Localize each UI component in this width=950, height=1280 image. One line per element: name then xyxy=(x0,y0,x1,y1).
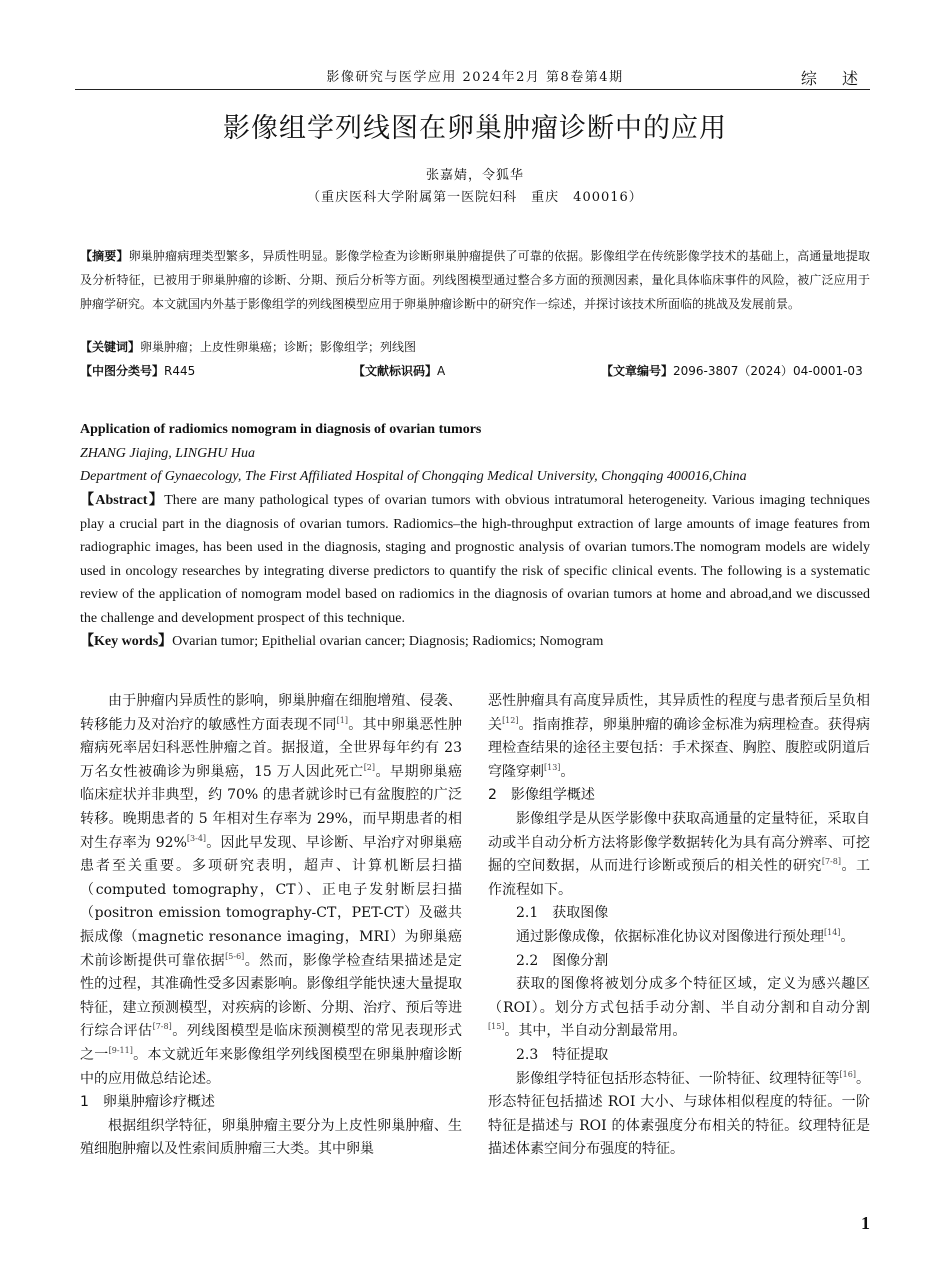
body-paragraph: 影像组学特征包括形态特征、一阶特征、纹理特征等[16]。形态特征包括描述 ROI 大小、与球体相似程度的特征。一阶特征是描述与 ROI 的体素强度分布相关的特征。纹理特征是描述体素空间分布强度的特征。 xyxy=(488,1069,871,1158)
article-number-value: 2096-3807（2024）04-0001-03 xyxy=(673,364,863,378)
citation[interactable]: [13] xyxy=(544,762,561,772)
document-code-label: 【文献标识码】 xyxy=(353,364,438,378)
english-authors: ZHANG Jiajing, LINGHU Hua xyxy=(80,446,256,461)
section-heading: 2 影像组学概述 xyxy=(488,787,595,804)
body-paragraph: 影像组学是从医学影像中获取高通量的定量特征，采取自动或半自动分析方法将影像学数据转化为具有高分辨率、可挖掘的空间数据，从而进行诊断或预后的相关性的研究[7-8]。工作流程如下。 xyxy=(488,810,870,898)
header-rule xyxy=(75,89,870,90)
document-code-value: A xyxy=(437,364,446,378)
english-keywords-text: Ovarian tumor; Epithelial ovarian cancer; Diagnosis; Radiomics; Nomogram xyxy=(172,634,604,649)
article-number xyxy=(601,362,863,379)
citation[interactable]: [14] xyxy=(824,927,841,937)
abstract-label: 【摘要】 xyxy=(80,249,129,263)
citation[interactable]: [1] xyxy=(336,715,348,725)
citation[interactable]: [3-4] xyxy=(186,833,207,843)
english-keywords-label: 【Key words】 xyxy=(80,634,173,649)
body-paragraph: 获取的图像将被划分成多个特征区域，定义为感兴趣区（ROI）。划分方式包括手动分割、半自动分割和自动分割[15]。其中，半自动分割最常用。 xyxy=(488,976,870,1040)
english-abstract-text: There are many pathological types of ovarian tumors with obvious intratumoral heterogeneity. Various imaging techniques play a crucial part in the diagnosis of ovarian tumors. Radiomics–the high-throughput extraction of large amounts of image features from radiographic images, has been used in the diagnosis, staging and prognostic analysis of ovarian tumors.The nomogram models are widely used in oncology researches by integrating diverse predictors to quantify the risk of specific clinical events. The following is a systematic review of the application of nomogram model based on radiomics in the diagnosis of ovarian tumors at home and abroad,and we discussed the challenge and development prospect of this technique. xyxy=(80,493,870,626)
clc-number xyxy=(80,362,195,379)
page-number: 1 xyxy=(861,1213,870,1233)
citation[interactable]: [15] xyxy=(488,1022,505,1032)
body-paragraph: 通过影像成像，依据标准化协议对图像进行预处理[14]。 xyxy=(516,927,855,945)
citation[interactable]: [7-8] xyxy=(821,857,841,867)
body-column-right xyxy=(488,690,870,1162)
english-keywords xyxy=(80,630,603,650)
abstract-text: 卵巢肿瘤病理类型繁多，异质性明显。影像学检查为诊断卵巢肿瘤提供了可靠的依据。影像组学在传统影像学技术的基础上，高通量地提取及分析特征，已被用于卵巢肿瘤的诊断、分期、预后分析等方面。列线图模型通过整合多方面的预测因素，量化具体临床事件的风险，被广泛应用于肿瘤学研究。本文就国内外基于影像组学的列线图模型应用于卵巢肿瘤诊断中的研究作一综述，并探讨该技术所面临的挑战及发展前景。 xyxy=(80,249,870,311)
affiliation: （重庆医科大学附属第一医院妇科 重庆 400016） xyxy=(307,190,643,205)
section-label: 综 述 xyxy=(800,69,868,88)
english-department: Department of Gynaecology, The First Affiliated Hospital of Chongqing Medical University, Chongqing 400016,China xyxy=(80,469,747,484)
body-paragraph: 根据组织学特征，卵巢肿瘤主要分为上皮性卵巢肿瘤、生殖细胞肿瘤以及性索间质肿瘤三大类。其中卵巢 xyxy=(80,1117,462,1158)
body-paragraph: 由于肿瘤内异质性的影响，卵巢肿瘤在细胞增殖、侵袭、转移能力及对治疗的敏感性方面表现不同[1]。其中卵巢恶性肿瘤病死率居妇科恶性肿瘤之首。据报道，全世界每年约有 23 万名女性被确诊为卵巢癌，15 万人因此死亡[2]。早期卵巢癌临床症状并非典型，约 70% 的患者就诊时已有盆腹腔的广泛转移。晚期患者的 5 年相对生存率为 29%，而早期患者的相对生存率为 92%[3-4]。因此早发现、早诊断、早治疗对卵巢癌患者至关重要。多项研究表明，超声、计算机断层扫描（computed tomography，CT）、正电子发射断层扫描（positron emission tomography-CT，PET-CT）及磁共振成像（magnetic resonance imaging，MRI）为卵巢癌术前诊断提供可靠依据[5-6]。然而，影像学检查结果描述是定性的过程，其准确性受多因素影响。影像组学能快速大量提取特征，建立预测模型，对疾病的诊断、分期、治疗、预后等进行综合评估[7-8]。列线图模型是临床预测模型的常见表现形式之一[9-11]。本文就近年来影像组学列线图模型在卵巢肿瘤诊断中的应用做总结论述。 xyxy=(80,693,463,1087)
article-title: 影像组学列线图在卵巢肿瘤诊断中的应用 xyxy=(223,113,727,144)
citation[interactable]: [16] xyxy=(839,1069,856,1079)
keywords-label: 【关键词】 xyxy=(80,340,141,354)
citation[interactable]: [5-6] xyxy=(225,951,245,961)
journal-header: 影像研究与医学应用 2024年2月 第8卷第4期 xyxy=(326,70,624,85)
subsection-heading: 2.2 图像分割 xyxy=(516,952,609,969)
english-title: Application of radiomics nomogram in diagnosis of ovarian tumors xyxy=(80,422,482,437)
body-paragraph: 恶性肿瘤具有高度异质性，其异质性的程度与患者预后呈负相关[12]。指南推荐，卵巢肿瘤的确诊金标准为病理检查。获得病理检查结果的途径主要包括：手术探查、胸腔、腹腔或阴道后穹隆穿刺[13]。 xyxy=(488,693,871,780)
article-number-label: 【文章编号】 xyxy=(601,364,674,378)
keywords xyxy=(80,338,416,355)
subsection-heading: 2.1 获取图像 xyxy=(516,905,609,922)
citation[interactable]: [2] xyxy=(363,762,376,772)
english-abstract xyxy=(80,489,870,630)
body-column-left xyxy=(80,690,462,1162)
section-heading: 1 卵巢肿瘤诊疗概述 xyxy=(80,1094,215,1111)
citation[interactable]: [12] xyxy=(502,715,519,725)
document-code xyxy=(353,362,445,379)
subsection-heading: 2.3 特征提取 xyxy=(516,1046,609,1063)
keywords-text: 卵巢肿瘤；上皮性卵巢癌；诊断；影像组学；列线图 xyxy=(140,340,417,354)
authors: 张嘉婧，令狐华 xyxy=(425,168,524,183)
chinese-abstract xyxy=(80,244,870,316)
citation[interactable]: [9-11] xyxy=(108,1045,133,1055)
clc-value: R445 xyxy=(164,364,196,378)
clc-label: 【中图分类号】 xyxy=(80,364,165,378)
english-abstract-label: 【Abstract】 xyxy=(80,493,165,508)
citation[interactable]: [7-8] xyxy=(152,1022,172,1032)
